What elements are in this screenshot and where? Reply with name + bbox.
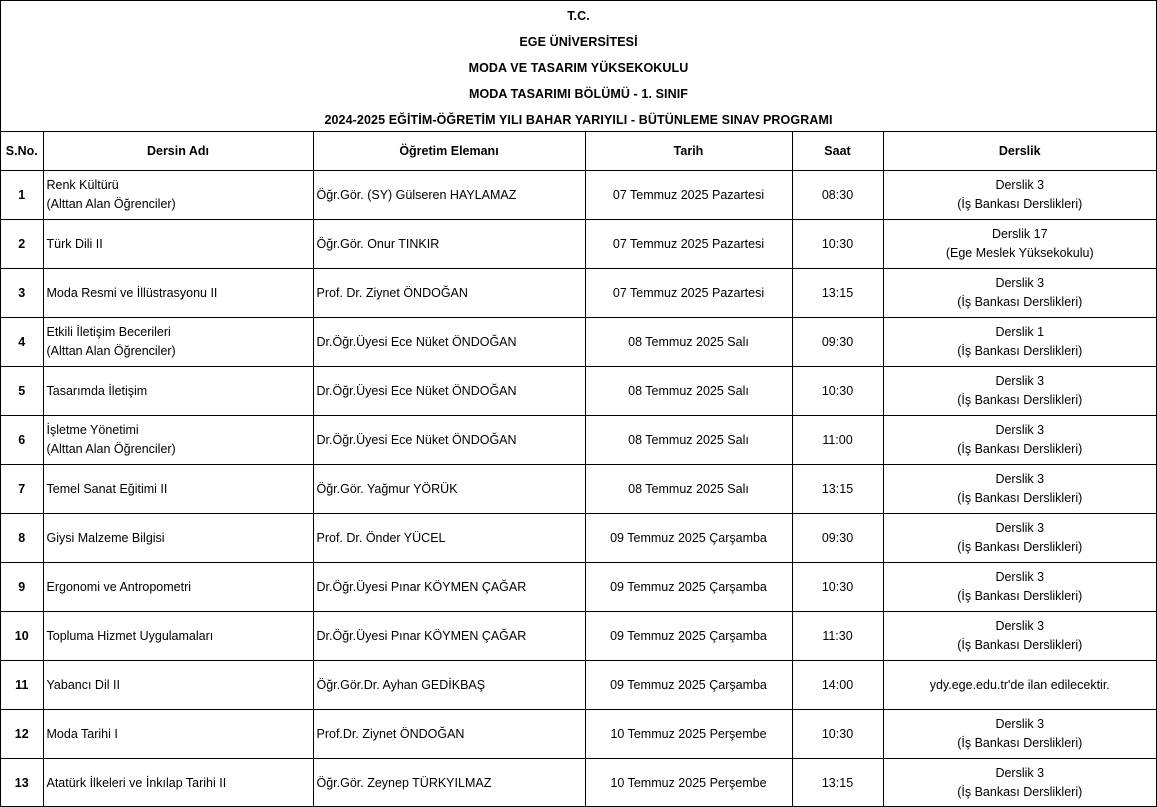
classroom-location: (İş Bankası Derslikleri) (957, 540, 1083, 554)
classroom-location: (İş Bankası Derslikleri) (957, 785, 1083, 799)
course-name-cell (43, 661, 313, 710)
row-number: 11 (1, 661, 43, 710)
classroom: Derslik 17 (991, 227, 1048, 241)
instructor: Prof. Dr. Ziynet ÖNDOĞAN (313, 269, 585, 318)
classroom-cell (883, 514, 1156, 563)
instructor: Öğr.Gör. Onur TINKIR (313, 220, 585, 269)
course-name-cell (43, 465, 313, 514)
instructor: Dr.Öğr.Üyesi Pınar KÖYMEN ÇAĞAR (313, 612, 585, 661)
course-name-cell (43, 710, 313, 759)
instructor: Dr.Öğr.Üyesi Ece Nüket ÖNDOĞAN (313, 318, 585, 367)
exam-time: 09:30 (792, 514, 883, 563)
exam-time: 10:30 (792, 367, 883, 416)
course-name: Ergonomi ve Antropometri (46, 579, 192, 594)
classroom: Derslik 3 (995, 472, 1045, 486)
course-name-cell (43, 416, 313, 465)
classroom: Derslik 3 (995, 717, 1045, 731)
row-number: 3 (1, 269, 43, 318)
course-name-cell (43, 171, 313, 220)
instructor: Öğr.Gör.Dr. Ayhan GEDİKBAŞ (313, 661, 585, 710)
classroom-cell (883, 171, 1156, 220)
classroom-cell (883, 710, 1156, 759)
table-row (1, 759, 1156, 807)
course-name: İşletme Yönetimi (46, 423, 139, 437)
header-line-4: MODA TASARIMI BÖLÜMÜ - 1. SINIF (468, 87, 689, 101)
row-number: 6 (1, 416, 43, 465)
course-note: (Alttan Alan Öğrenciler) (46, 442, 176, 456)
exam-date: 09 Temmuz 2025 Çarşamba (585, 661, 792, 710)
instructor: Öğr.Gör. Yağmur YÖRÜK (313, 465, 585, 514)
header-line-1: T.C. (567, 9, 590, 23)
exam-time: 10:30 (792, 220, 883, 269)
exam-date: 07 Temmuz 2025 Pazartesi (585, 269, 792, 318)
table-row (1, 269, 1156, 318)
row-number: 1 (1, 171, 43, 220)
classroom: Derslik 3 (995, 374, 1045, 388)
exam-time: 10:30 (792, 563, 883, 612)
header-line-2: EGE ÜNİVERSİTESİ (519, 35, 638, 49)
row-number: 4 (1, 318, 43, 367)
classroom: Derslik 3 (995, 766, 1045, 780)
classroom: Derslik 3 (995, 619, 1045, 633)
course-name-cell (43, 759, 313, 807)
course-name-cell (43, 318, 313, 367)
classroom-cell (883, 220, 1156, 269)
table-row (1, 367, 1156, 416)
classroom-location: (İş Bankası Derslikleri) (957, 197, 1083, 211)
table-row (1, 220, 1156, 269)
exam-time: 09:30 (792, 318, 883, 367)
row-number: 7 (1, 465, 43, 514)
course-name: Moda Resmi ve İllüstrasyonu II (46, 285, 218, 300)
classroom-cell (883, 661, 1156, 710)
classroom-location: (İş Bankası Derslikleri) (957, 393, 1083, 407)
classroom-cell (883, 759, 1156, 807)
course-name-cell (43, 514, 313, 563)
exam-date: 07 Temmuz 2025 Pazartesi (585, 220, 792, 269)
course-name-cell (43, 269, 313, 318)
course-name: Türk Dili II (46, 236, 103, 251)
exam-time: 13:15 (792, 269, 883, 318)
classroom-location: (İş Bankası Derslikleri) (957, 736, 1083, 750)
instructor: Öğr.Gör. Zeynep TÜRKYILMAZ (313, 759, 585, 807)
table-row (1, 563, 1156, 612)
course-name: Moda Tarihi I (46, 726, 118, 741)
classroom-location: (İş Bankası Derslikleri) (957, 491, 1083, 505)
exam-date: 08 Temmuz 2025 Salı (585, 367, 792, 416)
row-number: 12 (1, 710, 43, 759)
row-number: 8 (1, 514, 43, 563)
classroom-location: (İş Bankası Derslikleri) (957, 344, 1083, 358)
exam-date: 10 Temmuz 2025 Perşembe (585, 710, 792, 759)
classroom-cell (883, 318, 1156, 367)
instructor: Dr.Öğr.Üyesi Pınar KÖYMEN ÇAĞAR (313, 563, 585, 612)
classroom: Derslik 1 (995, 325, 1045, 339)
col-header-no: S.No. (1, 132, 43, 171)
header-row (1, 132, 1156, 171)
table-row (1, 465, 1156, 514)
exam-time: 13:15 (792, 465, 883, 514)
classroom-location: (İş Bankası Derslikleri) (957, 295, 1083, 309)
col-header-instructor: Öğretim Elemanı (313, 132, 585, 171)
classroom-cell (883, 416, 1156, 465)
classroom-cell (883, 563, 1156, 612)
exam-date: 08 Temmuz 2025 Salı (585, 318, 792, 367)
exam-time: 10:30 (792, 710, 883, 759)
classroom-location: (Ege Meslek Yüksekokulu) (945, 246, 1094, 260)
instructor: Prof. Dr. Önder YÜCEL (313, 514, 585, 563)
course-name: Yabancı Dil II (46, 677, 120, 692)
exam-date: 10 Temmuz 2025 Perşembe (585, 759, 792, 807)
exam-time: 14:00 (792, 661, 883, 710)
instructor: Öğr.Gör. (SY) Gülseren HAYLAMAZ (313, 171, 585, 220)
exam-date: 08 Temmuz 2025 Salı (585, 465, 792, 514)
exam-date: 07 Temmuz 2025 Pazartesi (585, 171, 792, 220)
exam-time: 11:00 (792, 416, 883, 465)
classroom: Derslik 3 (995, 178, 1045, 192)
course-name: Renk Kültürü (46, 178, 119, 192)
classroom-location: (İş Bankası Derslikleri) (957, 442, 1083, 456)
course-name: Temel Sanat Eğitimi II (46, 481, 168, 496)
classroom: ydy.ege.edu.tr'de ilan edilecektir. (929, 677, 1110, 692)
course-name: Topluma Hizmet Uygulamaları (46, 628, 214, 643)
exam-date: 08 Temmuz 2025 Salı (585, 416, 792, 465)
table-row (1, 171, 1156, 220)
row-number: 10 (1, 612, 43, 661)
table-row (1, 612, 1156, 661)
exam-date: 09 Temmuz 2025 Çarşamba (585, 612, 792, 661)
exam-time: 13:15 (792, 759, 883, 807)
exam-date: 09 Temmuz 2025 Çarşamba (585, 563, 792, 612)
row-number: 5 (1, 367, 43, 416)
instructor: Prof.Dr. Ziynet ÖNDOĞAN (313, 710, 585, 759)
course-name: Tasarımda İletişim (46, 383, 148, 398)
classroom: Derslik 3 (995, 423, 1045, 437)
course-name-cell (43, 563, 313, 612)
classroom: Derslik 3 (995, 521, 1045, 535)
course-name: Etkili İletişim Becerileri (46, 325, 171, 339)
instructor: Dr.Öğr.Üyesi Ece Nüket ÖNDOĞAN (313, 416, 585, 465)
classroom: Derslik 3 (995, 276, 1045, 290)
course-name-cell (43, 612, 313, 661)
table-row (1, 514, 1156, 563)
exam-time: 11:30 (792, 612, 883, 661)
title-block (1, 1, 1156, 132)
table-row (1, 318, 1156, 367)
course-name: Atatürk İlkeleri ve İnkılap Tarihi II (46, 775, 227, 790)
course-name-cell (43, 220, 313, 269)
row-number: 13 (1, 759, 43, 807)
header-line-3: MODA VE TASARIM YÜKSEKOKULU (468, 61, 689, 75)
col-header-room: Derslik (883, 132, 1156, 171)
row-number: 2 (1, 220, 43, 269)
classroom: Derslik 3 (995, 570, 1045, 584)
instructor: Dr.Öğr.Üyesi Ece Nüket ÖNDOĞAN (313, 367, 585, 416)
classroom-location: (İş Bankası Derslikleri) (957, 638, 1083, 652)
exam-time: 08:30 (792, 171, 883, 220)
table-row (1, 416, 1156, 465)
exam-date: 09 Temmuz 2025 Çarşamba (585, 514, 792, 563)
row-number: 9 (1, 563, 43, 612)
col-header-time: Saat (792, 132, 883, 171)
header-line-5: 2024-2025 EĞİTİM-ÖĞRETİM YILI BAHAR YARIYILI - BÜTÜNLEME SINAV PROGRAMI (324, 113, 833, 127)
course-name: Giysi Malzeme Bilgisi (46, 530, 165, 545)
schedule-table (1, 132, 1156, 807)
table-row (1, 661, 1156, 710)
classroom-cell (883, 612, 1156, 661)
classroom-cell (883, 269, 1156, 318)
course-name-cell (43, 367, 313, 416)
col-header-date: Tarih (585, 132, 792, 171)
col-header-course: Dersin Adı (43, 132, 313, 171)
course-note: (Alttan Alan Öğrenciler) (46, 197, 176, 211)
classroom-cell (883, 465, 1156, 514)
table-row (1, 710, 1156, 759)
course-note: (Alttan Alan Öğrenciler) (46, 344, 176, 358)
classroom-cell (883, 367, 1156, 416)
classroom-location: (İş Bankası Derslikleri) (957, 589, 1083, 603)
